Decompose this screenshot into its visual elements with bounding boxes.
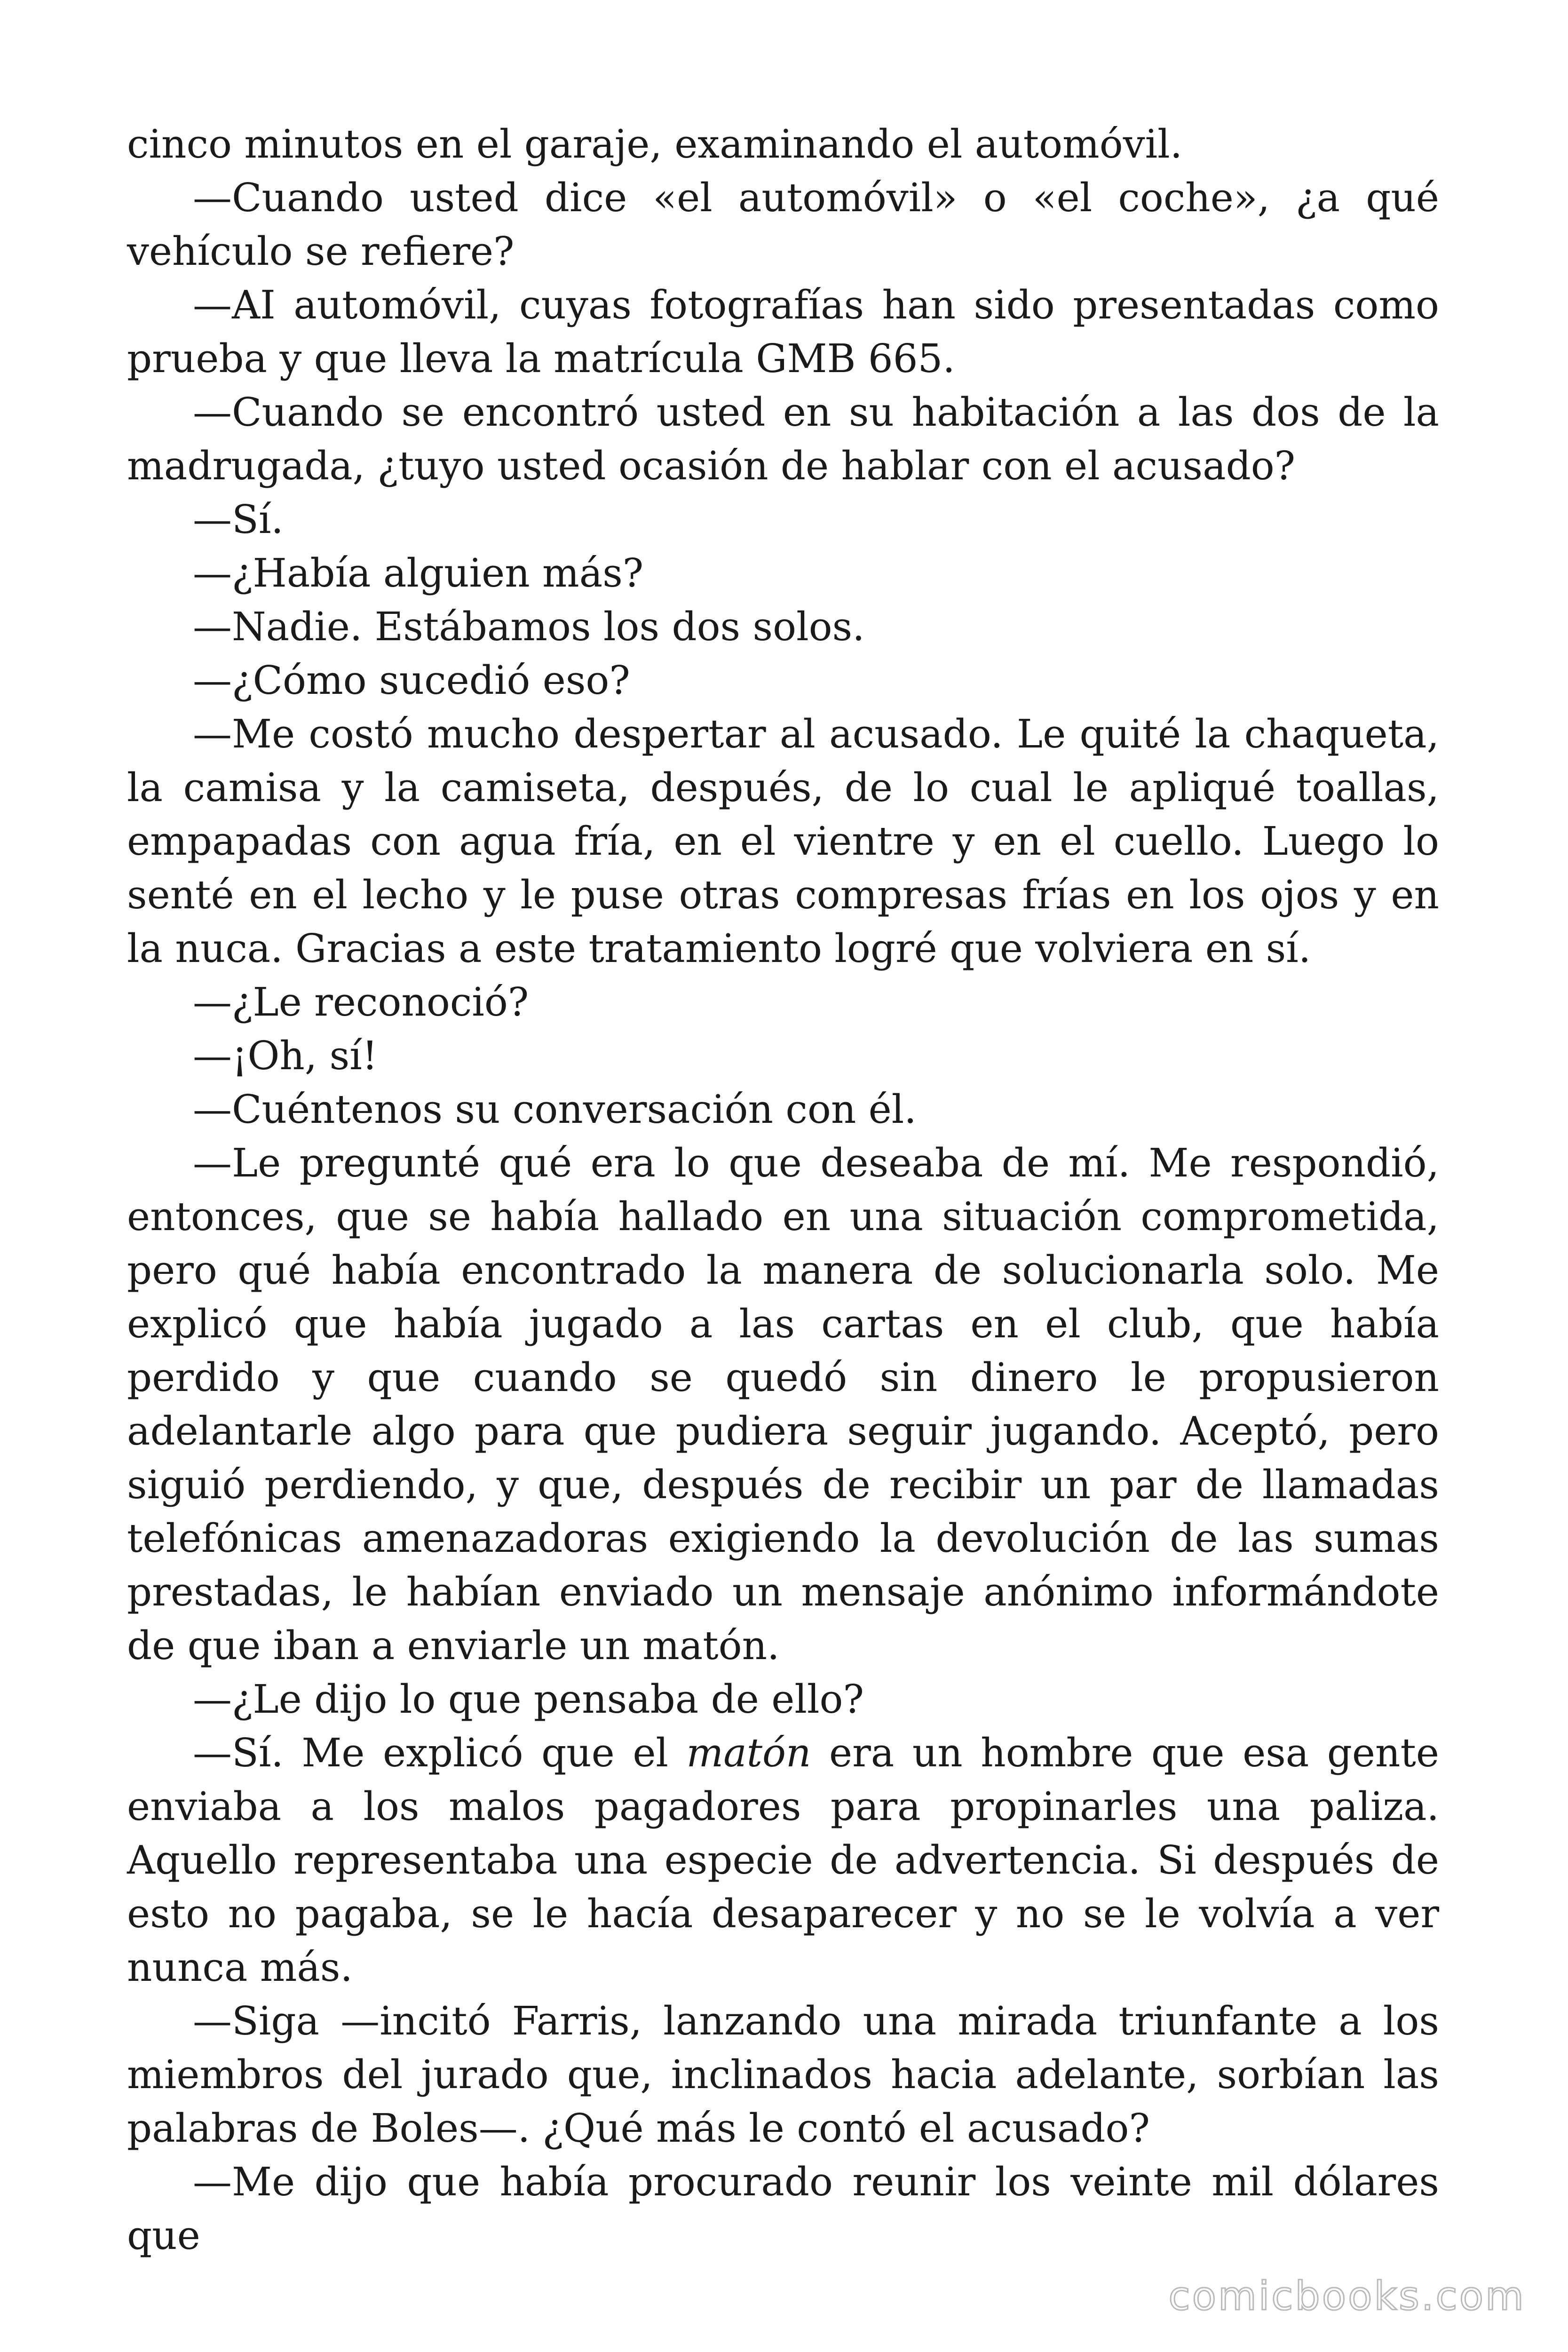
paragraph: —Cuando se encontró usted en su habitación a las dos de la madrugada, ¿tuyo usted ocasión de hablar con el acusado? — [127, 389, 1439, 489]
paragraph: —Siga —incitó Farris, lanzando una mirada triunfante a los miembros del jurado que, inclinados hacia adelante, sorbían las palabras de Boles—. ¿Qué más le contó el acusado? — [127, 1998, 1439, 2151]
paragraph: —Cuéntenos su conversación con él. — [193, 1087, 917, 1132]
paragraph: —¿Había alguien más? — [193, 550, 644, 596]
paragraph: —¿Le dijo lo que pensaba de ello? — [193, 1677, 864, 1722]
paragraph: —¡Oh, sí! — [193, 1033, 378, 1079]
paragraph: —Le pregunté qué era lo que deseaba de mí. Me respondió, entonces, que se había hallado en una situación comprometida, pero qué había encontrado la manera de solucionarla solo. Me explicó que había jugado a las cartas en el club, que había perdido y que cuando se quedó sin dinero le propusieron adelantarle algo para que pudiera seguir jugando. Aceptó, pero siguió perdiendo, y que, después de recibir un par de llamadas telefónicas amenazadoras exigiendo la devolución de las sumas prestadas, le habían enviado un mensaje anónimo informándote de que iban a enviarle un matón. — [127, 1140, 1439, 1669]
paragraph: —AI automóvil, cuyas fotografías han sido presentadas como prueba y que lleva la matrícula GMB 665. — [127, 282, 1439, 381]
page-body — [127, 118, 1439, 2263]
italic-word: matón — [686, 1730, 811, 1776]
paragraph: cinco minutos en el garaje, examinando el automóvil. — [127, 121, 1183, 167]
paragraph: —Cuando usted dice «el automóvil» o «el coche», ¿a qué vehículo se refiere? — [127, 175, 1439, 274]
paragraph: —Nadie. Estábamos los dos solos. — [193, 604, 865, 650]
paragraph-with-italic — [127, 1726, 1439, 1994]
paragraph: —¿Cómo sucedió eso? — [193, 658, 630, 703]
paragraph: —Me costó mucho despertar al acusado. Le quité la chaqueta, la camisa y la camiseta, después, de lo cual le apliqué toallas, empapadas con agua fría, en el vientre y en el cuello. Luego lo senté en el lecho y le puse otras compresas frías en los ojos y en la nuca. Gracias a este tratamiento logré que volviera en sí. — [127, 711, 1439, 971]
watermark-logo: comicbooks.com — [1168, 2273, 1526, 2319]
paragraph-text: era un hombre que esa gente enviaba a los malos pagadores para propinarles una paliza. Aquello representaba una especie de advertencia. Si después de esto no pagaba, se le hacía desaparecer y no se le volvía a ver nunca más. — [127, 1730, 1439, 1990]
paragraph: —Me dijo que había procurado reunir los veinte mil dólares que — [127, 2159, 1439, 2258]
paragraph: —¿Le reconoció? — [193, 979, 529, 1025]
paragraph-text: —Sí. Me explicó que el — [193, 1730, 687, 1776]
paragraph: —Sí. — [193, 497, 284, 542]
